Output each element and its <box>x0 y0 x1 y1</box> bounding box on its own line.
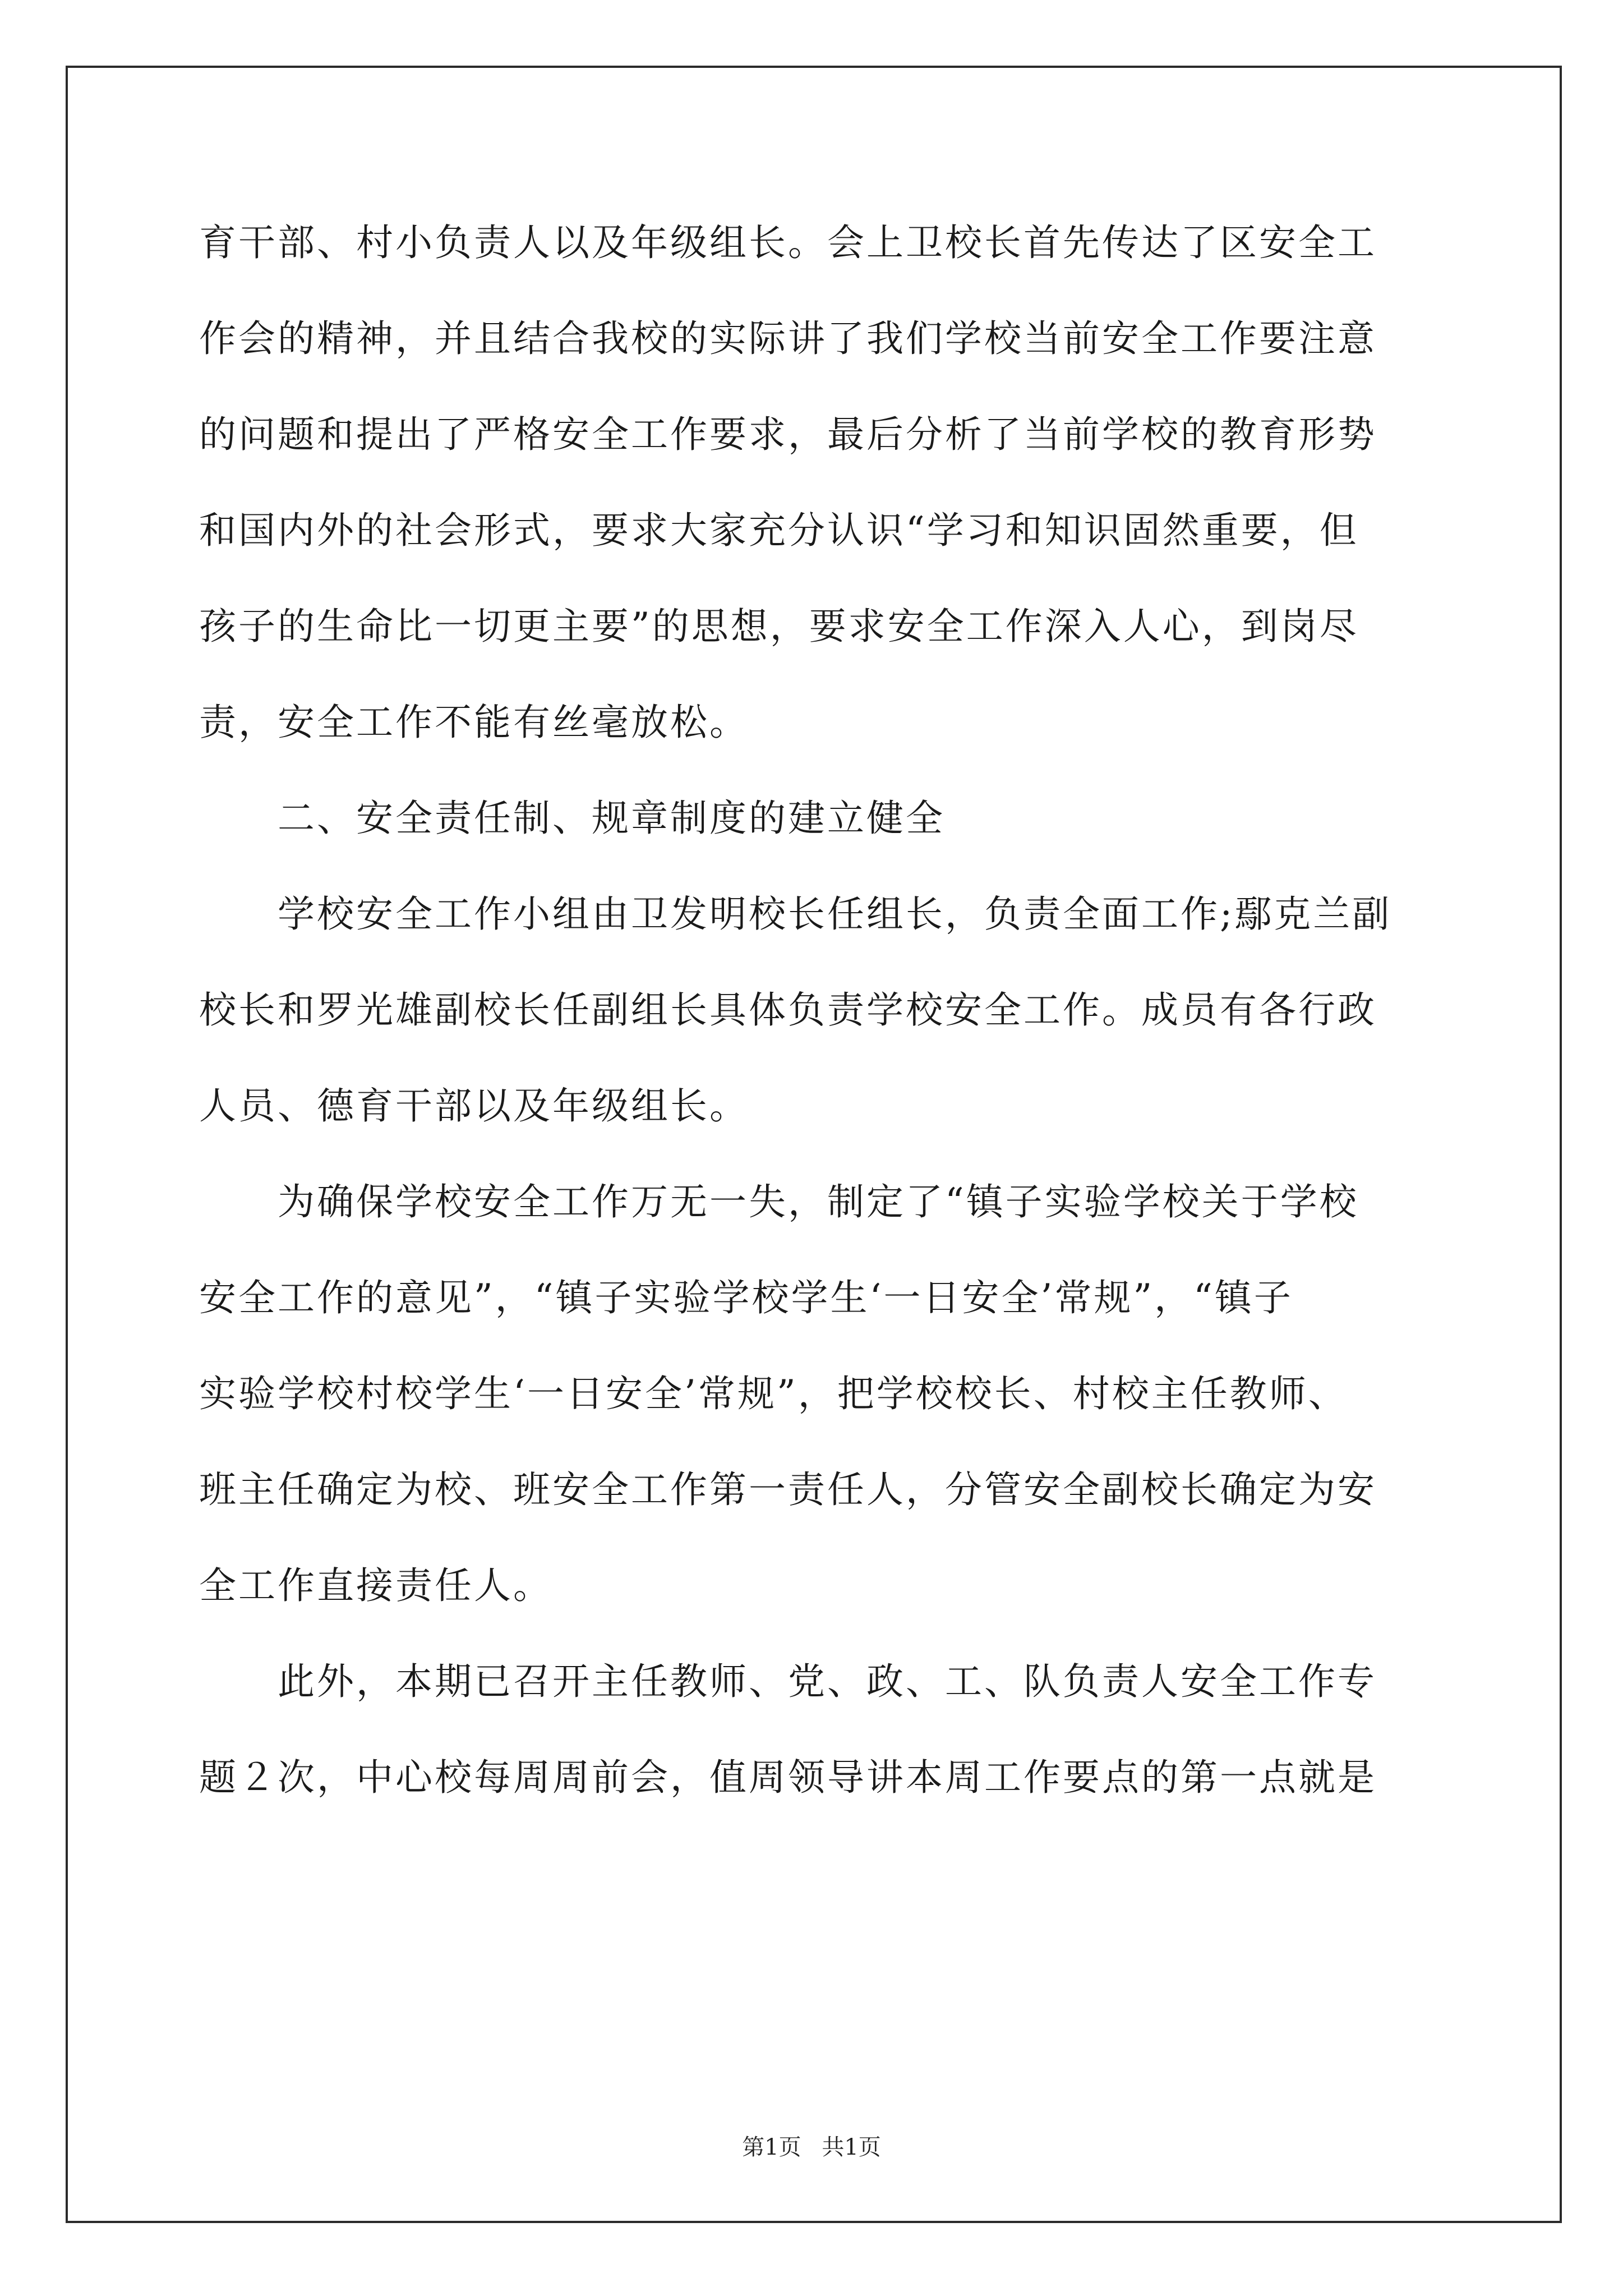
page-number: 第1页 <box>742 2134 801 2160</box>
text-line: 题２次，中心校每周周前会，值周领导讲本周工作要点的第一点就是 <box>199 1756 1377 1799</box>
text-line: 责，安全工作不能有丝毫放松。 <box>199 701 749 744</box>
text-line: 人员、德育干部以及年级组长。 <box>199 1084 749 1128</box>
text-line: 安全工作的意见”，“镇子实验学校学生‘一日安全’常规”，“镇子 <box>199 1276 1293 1319</box>
text-line: 班主任确定为校、班安全工作第一责任人，分管安全副校长确定为安 <box>199 1468 1377 1511</box>
document-body <box>199 222 1461 1852</box>
text-line: 学校安全工作小组由卫发明校长任组长，负责全面工作;鄢克兰副 <box>199 892 1392 936</box>
page-total: 共1页 <box>822 2134 881 2160</box>
text-line: 和国内外的社会形式，要求大家充分认识“学习和知识固然重要，但 <box>199 509 1359 552</box>
text-line: 此外，本期已召开主任教师、党、政、工、队负责人安全工作专 <box>199 1660 1377 1703</box>
text-line: 育干部、村小负责人以及年级组长。会上卫校长首先传达了区安全工 <box>199 221 1377 264</box>
section-heading: 二、安全责任制、规章制度的建立健全 <box>199 797 945 840</box>
text-line: 的问题和提出了严格安全工作要求，最后分析了当前学校的教育形势 <box>199 413 1377 456</box>
text-line: 孩子的生命比一切更主要”的思想，要求安全工作深入人心，到岗尽 <box>199 605 1359 648</box>
text-line: 校长和罗光雄副校长任副组长具体负责学校安全工作。成员有各行政 <box>199 988 1377 1032</box>
page-footer <box>0 2129 1623 2161</box>
text-line: 实验学校村校学生‘一日安全’常规”，把学校校长、村校主任教师、 <box>199 1372 1348 1415</box>
text-line: 作会的精神，并且结合我校的实际讲了我们学校当前安全工作要注意 <box>199 317 1377 360</box>
text-line: 全工作直接责任人。 <box>199 1564 552 1607</box>
text-line: 为确保学校安全工作万无一失，制定了“镇子实验学校关于学校 <box>199 1180 1359 1223</box>
